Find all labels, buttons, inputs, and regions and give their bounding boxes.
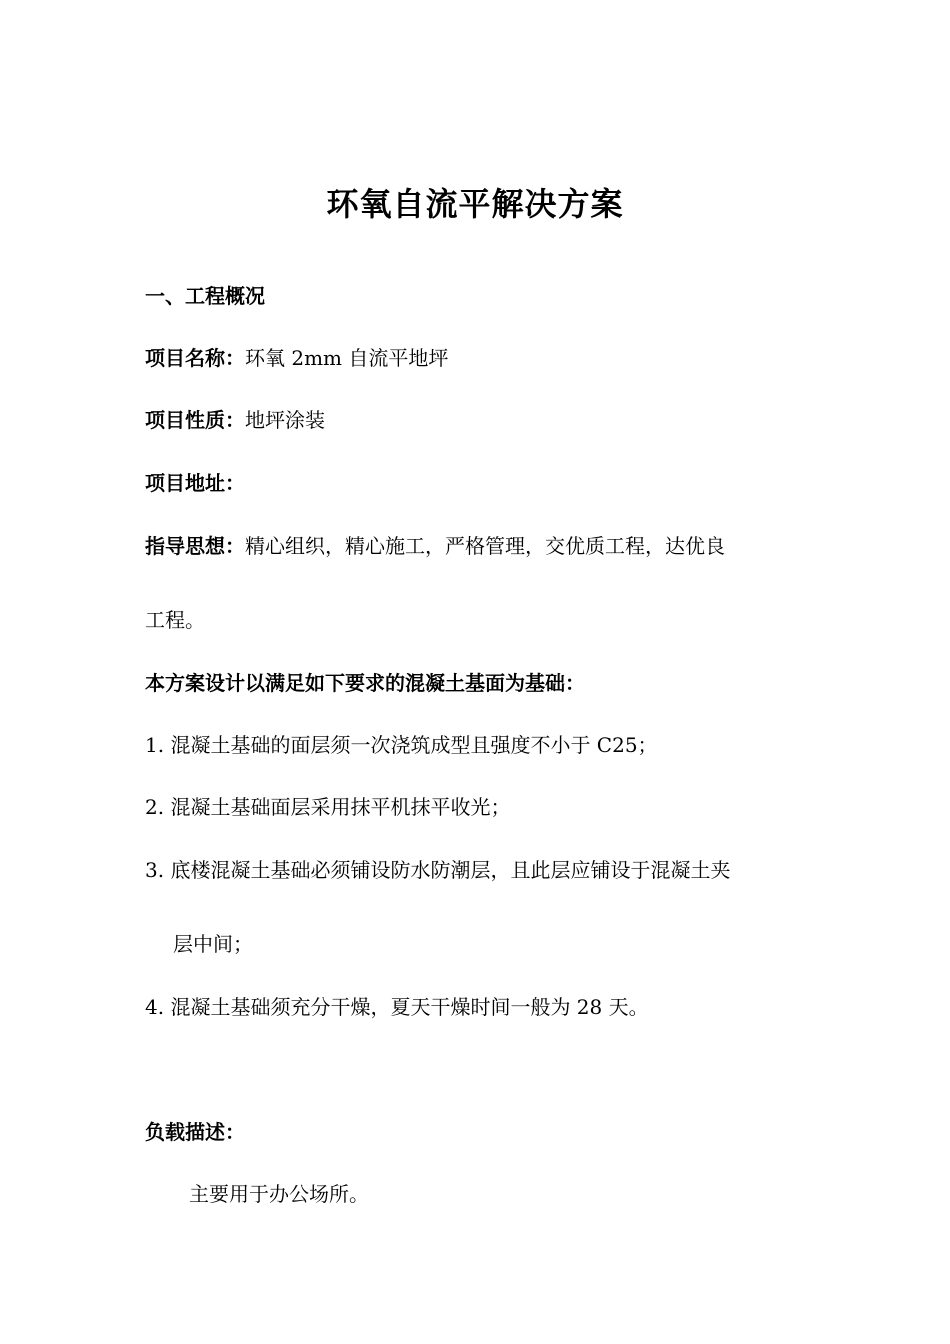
requirement-item-3: 3. 底楼混凝土基础必须铺设防水防潮层，且此层应铺设于混凝土夹	[145, 858, 731, 882]
project-name-value: 环氧 2mm 自流平地坪	[245, 346, 449, 370]
guiding-idea-label: 指导思想：	[145, 534, 245, 558]
section-heading-overview: 一、工程概况	[145, 284, 265, 308]
requirement-item-4: 4. 混凝土基础须充分干燥，夏天干燥时间一般为 28 天。	[145, 995, 649, 1019]
project-nature-label: 项目性质：	[145, 408, 245, 432]
guiding-idea-row	[145, 532, 725, 560]
project-nature-value: 地坪涂装	[245, 408, 325, 432]
guiding-idea-continuation: 工程。	[145, 608, 205, 632]
project-address-row	[145, 469, 245, 497]
project-nature-row	[145, 406, 325, 434]
load-description: 主要用于办公场所。	[189, 1182, 369, 1206]
project-address-label: 项目地址：	[145, 471, 245, 495]
requirement-item-2: 2. 混凝土基础面层采用抹平机抹平收光；	[145, 795, 511, 819]
document-title: 环氧自流平解决方案	[326, 185, 624, 223]
requirement-item-3-continuation: 层中间；	[173, 932, 253, 956]
project-name-row	[145, 344, 448, 372]
guiding-idea-value: 精心组织，精心施工，严格管理，交优质工程，达优良	[245, 534, 725, 558]
load-heading: 负载描述：	[145, 1120, 245, 1144]
project-name-label: 项目名称：	[145, 346, 245, 370]
requirements-heading: 本方案设计以满足如下要求的混凝土基面为基础：	[145, 671, 585, 695]
requirement-item-1: 1. 混凝土基础的面层须一次浇筑成型且强度不小于 C25；	[145, 733, 658, 757]
